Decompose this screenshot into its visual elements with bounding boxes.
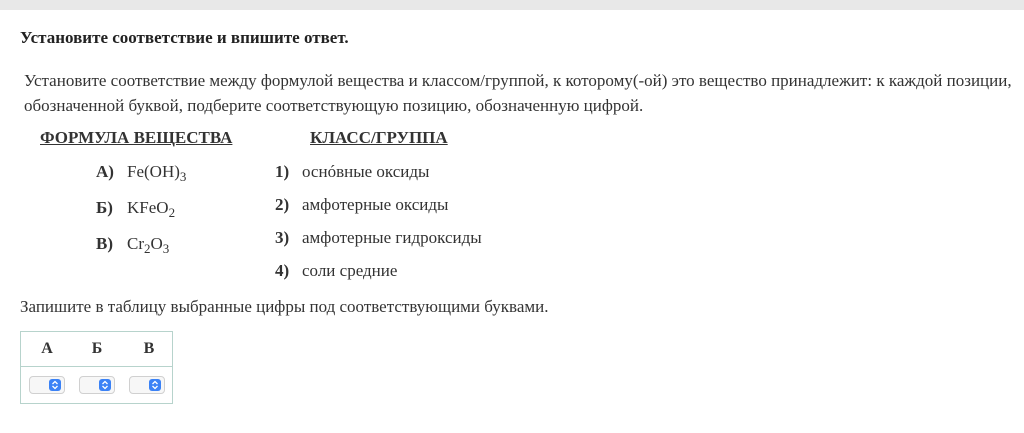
answer-select-a[interactable] [29,376,65,394]
formula-letter: Б) [96,198,113,217]
formula-item-a [96,162,186,182]
formula-item-c [96,234,169,254]
class-label: соли средние [302,261,398,280]
class-number: 3) [275,228,290,247]
formula-subscript: 2 [144,241,151,256]
formula-letter: В) [96,234,113,253]
class-label: амфотерные гидроксиды [302,228,482,247]
answer-header-c: В [143,340,155,357]
formula-base: Cr [127,234,144,253]
answer-select-c[interactable] [129,376,165,394]
formula-column-header: ФОРМУЛА ВЕЩЕСТВА [40,128,233,147]
class-item-2 [275,195,448,215]
answer-select-b[interactable] [79,376,115,394]
formula-subscript: 2 [168,205,176,220]
up-down-chevron-icon [49,379,61,391]
class-label: оснóвные оксиды [302,162,430,181]
formula-tail: O [150,234,163,253]
formula-subscript: 3 [179,169,187,184]
task-text: Установите соответствие между формулой вещества и классом/группой, к которому(-ой) это вещество принадлежит: к каждой позиции, обозначенной буквой, подберите соответствующую позицию, обозначенную цифрой. [24,71,1012,115]
class-number: 1) [275,162,290,181]
formula-item-b [96,198,175,218]
up-down-chevron-icon [99,379,111,391]
up-down-chevron-icon [149,379,161,391]
top-bar [0,0,1024,10]
formula-base: Fe(OH) [127,162,180,181]
class-item-4 [275,261,397,281]
answer-table-header [21,332,172,367]
instruction-text: Запишите в таблицу выбранные цифры под соответствующими буквами. [20,297,549,316]
class-column-header: КЛАСС/ГРУППА [310,128,448,147]
class-item-1 [275,162,429,182]
answer-header-b: Б [91,340,103,357]
class-label: амфотерные оксиды [302,195,449,214]
formula-subscript-2: 3 [162,241,170,256]
answer-table [20,331,173,404]
task-header: Установите соответствие и впишите ответ. [20,28,349,47]
class-number: 4) [275,261,290,280]
formula-base: KFeO [127,198,169,217]
class-number: 2) [275,195,290,214]
class-item-3 [275,228,482,248]
answer-header-a: А [41,340,53,357]
formula-letter: А) [96,162,114,181]
